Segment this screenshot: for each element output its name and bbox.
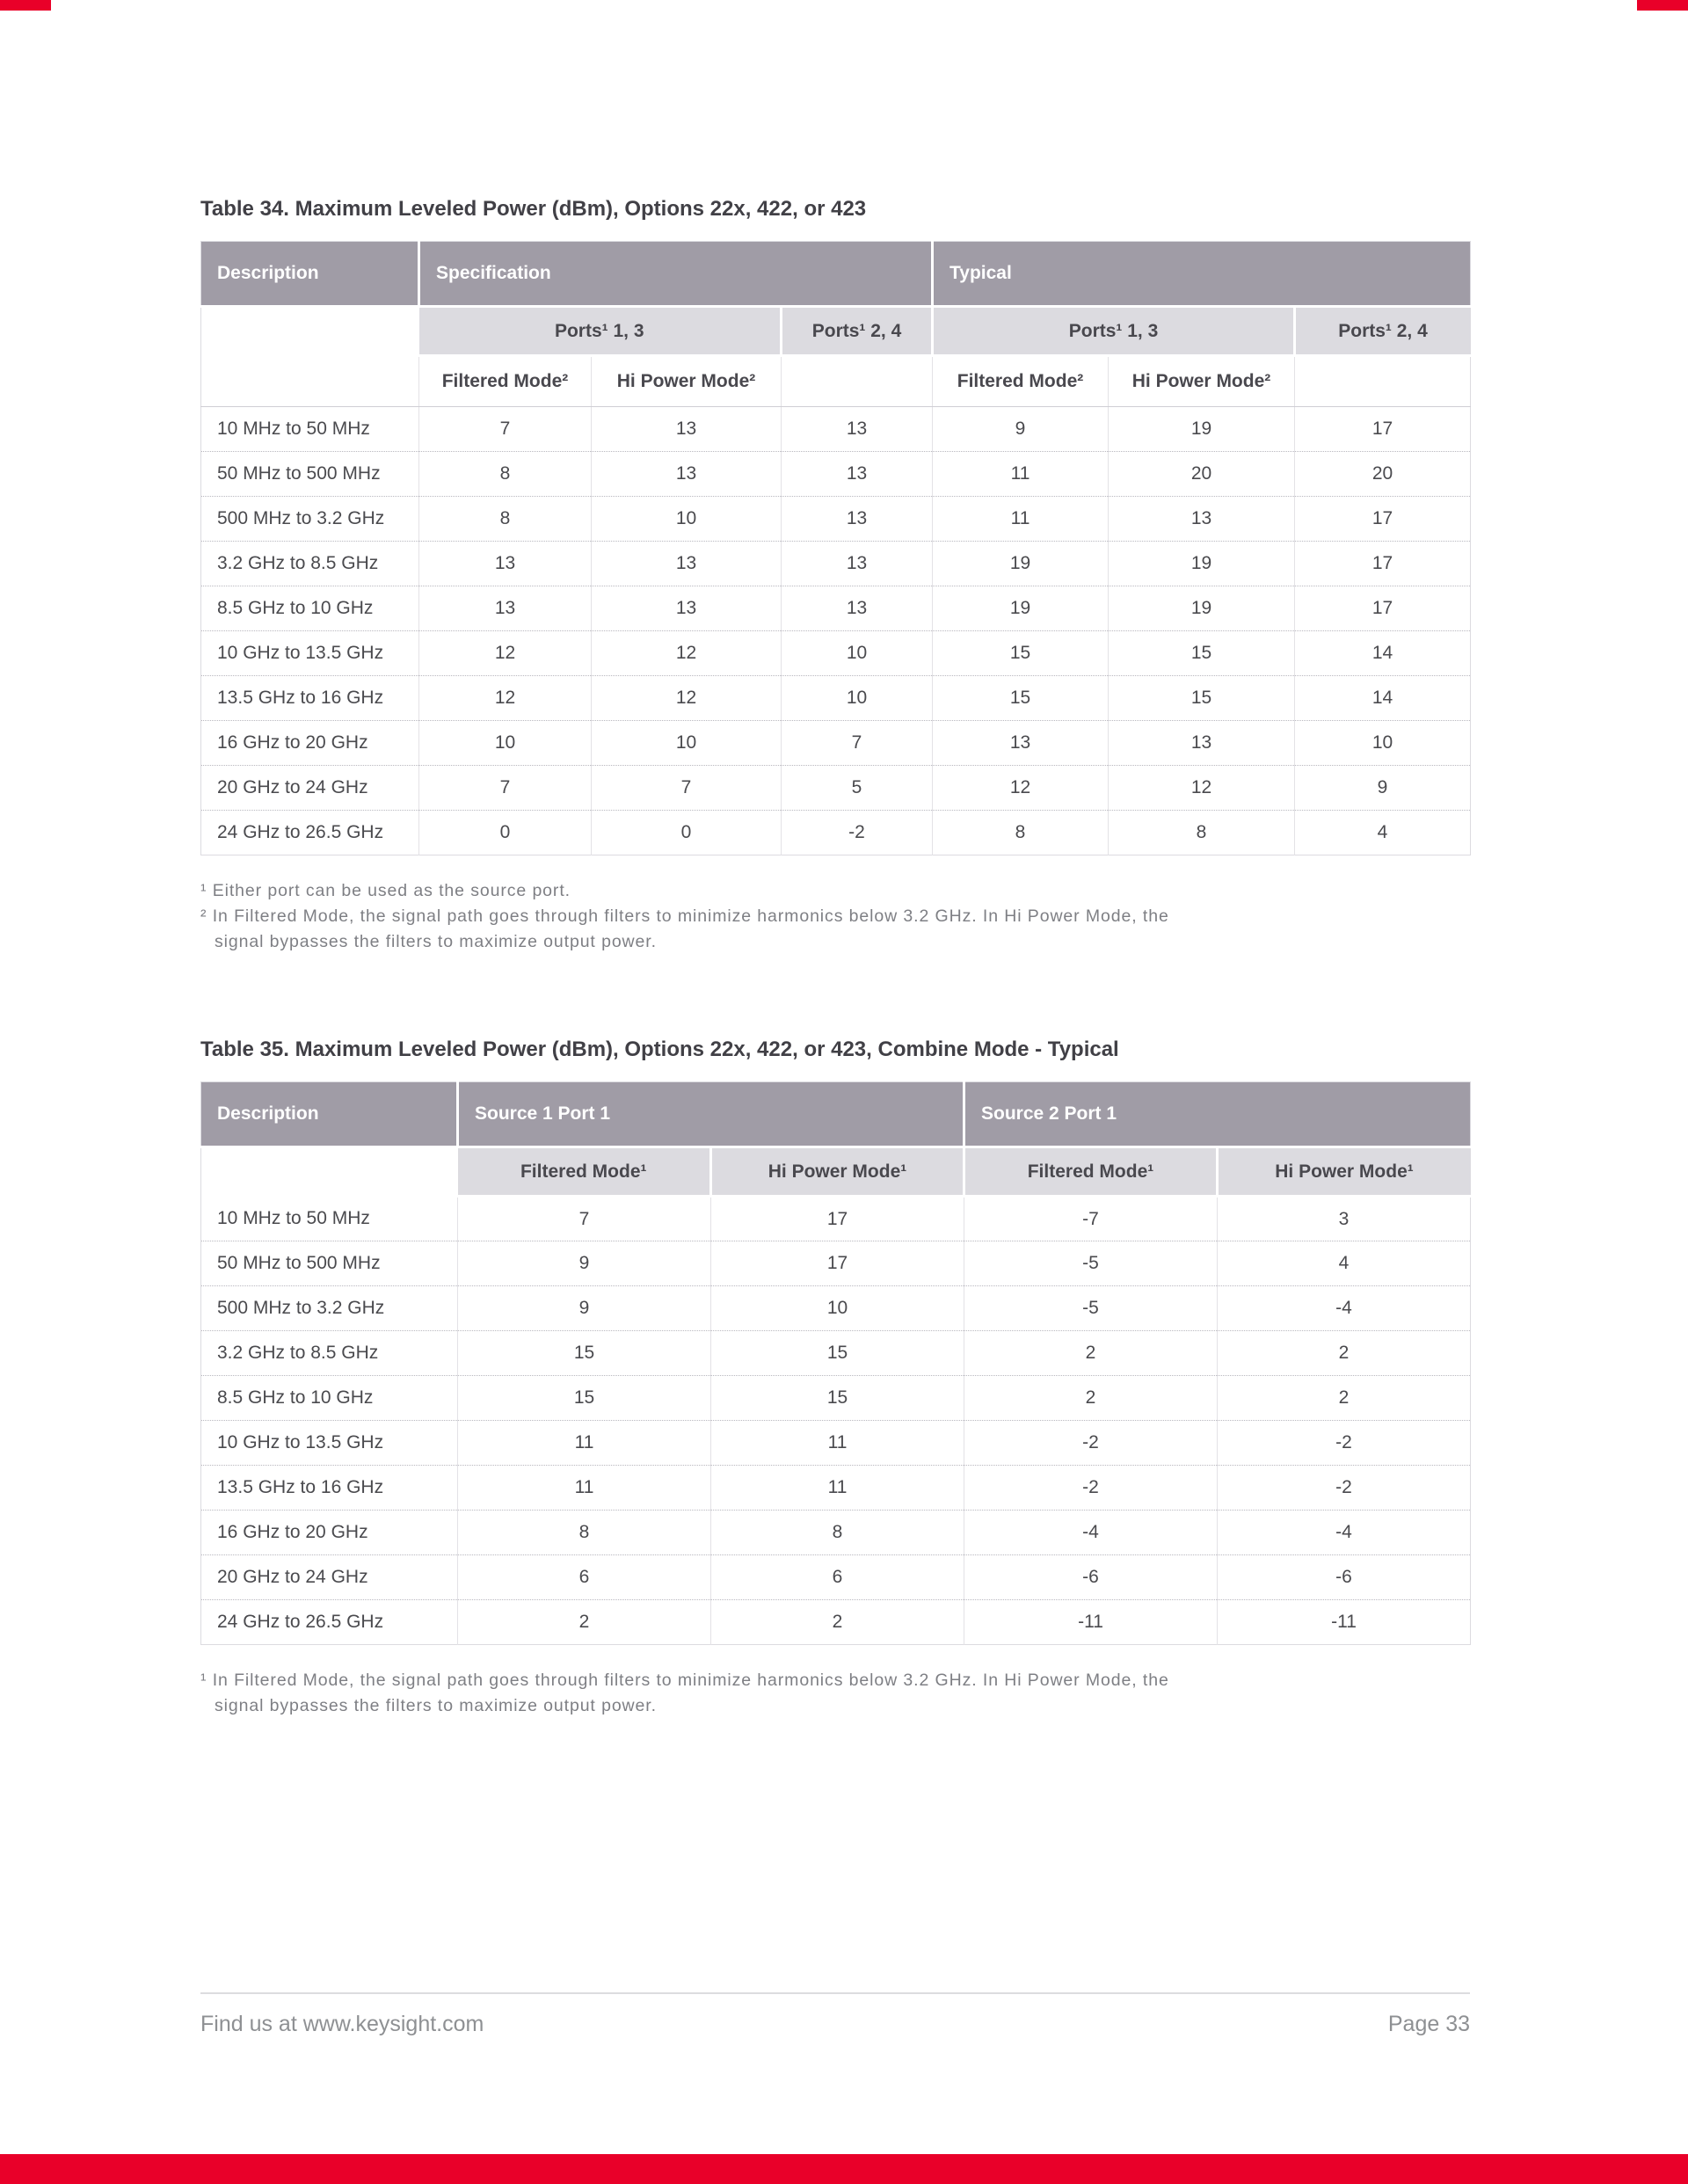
cell-value: 2 (1218, 1331, 1471, 1376)
cell-value: 13 (933, 721, 1109, 766)
table-row (201, 1421, 1471, 1466)
table34-header-typ-ports13: Ports¹ 1, 3 (933, 307, 1295, 356)
cell-value: 8 (933, 811, 1109, 855)
cell-value: 17 (1295, 497, 1471, 542)
table34-header-blank (782, 356, 933, 407)
cell-value: -2 (1218, 1466, 1471, 1511)
footer-find-us-link[interactable]: Find us at www.keysight.com (200, 2012, 484, 2036)
table35-body (201, 1197, 1471, 1645)
cell-value: 13 (592, 542, 782, 586)
cell-value: 11 (711, 1421, 964, 1466)
row-label: 10 GHz to 13.5 GHz (201, 1421, 458, 1466)
cell-value: -4 (1218, 1511, 1471, 1555)
cell-value: 20 (1109, 452, 1295, 497)
table-row (201, 586, 1471, 631)
cell-value: -6 (1218, 1555, 1471, 1600)
cell-value: 13 (419, 586, 592, 631)
footer-divider (200, 1992, 1470, 1994)
cell-value: 13 (782, 452, 933, 497)
cell-value: 20 (1295, 452, 1471, 497)
table35-footnote-1-line2: signal bypasses the filters to maximize output power. (215, 1696, 657, 1715)
cell-value: 11 (458, 1421, 711, 1466)
cell-value: 15 (933, 676, 1109, 721)
cell-value: 12 (1109, 766, 1295, 811)
cell-value: 10 (1295, 721, 1471, 766)
row-label: 50 MHz to 500 MHz (201, 452, 419, 497)
cell-value: 9 (933, 407, 1109, 452)
cell-value: -6 (964, 1555, 1218, 1600)
cell-value: 17 (711, 1197, 964, 1241)
table-row (201, 407, 1471, 452)
table34-body (201, 407, 1471, 855)
row-label: 10 MHz to 50 MHz (201, 1197, 458, 1241)
cell-value: 15 (711, 1376, 964, 1421)
cell-value: 10 (782, 676, 933, 721)
footer-page-number: Page 33 (1387, 2012, 1470, 2036)
page-edge-red-right (1637, 0, 1688, 11)
cell-value: 15 (1109, 631, 1295, 676)
cell-value: 6 (711, 1555, 964, 1600)
cell-value: 17 (1295, 542, 1471, 586)
table34-header-blank (1295, 356, 1471, 407)
table34 (200, 241, 1471, 855)
table34-footnote-2-line1: ² In Filtered Mode, the signal path goes through filters to minimize harmonics below 3.2 GHz. In Hi Power Mode, the (200, 906, 1169, 926)
cell-value: 13 (782, 407, 933, 452)
cell-value: 10 (592, 497, 782, 542)
table34-header-description: Description (201, 242, 419, 307)
table-row (201, 1197, 1471, 1241)
cell-value: 8 (711, 1511, 964, 1555)
cell-value: 2 (711, 1600, 964, 1645)
cell-value: -11 (964, 1600, 1218, 1645)
cell-value: 14 (1295, 631, 1471, 676)
table34-header-typical: Typical (933, 242, 1471, 307)
cell-value: 17 (1295, 586, 1471, 631)
cell-value: 13 (592, 407, 782, 452)
table35-header-source1: Source 1 Port 1 (458, 1082, 964, 1147)
table34-footnote-1: ¹ Either port can be used as the source port. (200, 881, 571, 900)
page-edge-red-bottom (0, 2154, 1688, 2184)
cell-value: 15 (933, 631, 1109, 676)
table34-header-typ-ports24: Ports¹ 2, 4 (1295, 307, 1471, 356)
cell-value: -2 (964, 1421, 1218, 1466)
row-label: 10 GHz to 13.5 GHz (201, 631, 419, 676)
cell-value: 13 (1109, 497, 1295, 542)
table35-header-row-groups (201, 1082, 1471, 1147)
cell-value: -11 (1218, 1600, 1471, 1645)
cell-value: 3 (1218, 1197, 1471, 1241)
table35-header-s1-hipower: Hi Power Mode¹ (711, 1147, 964, 1197)
cell-value: 13 (782, 542, 933, 586)
cell-value: 12 (419, 631, 592, 676)
cell-value: 12 (592, 676, 782, 721)
cell-value: 11 (933, 497, 1109, 542)
cell-value: -4 (1218, 1286, 1471, 1331)
cell-value: 7 (458, 1197, 711, 1241)
table-row (201, 721, 1471, 766)
cell-value: 8 (419, 452, 592, 497)
cell-value: 13 (592, 586, 782, 631)
cell-value: -5 (964, 1286, 1218, 1331)
table-row (201, 452, 1471, 497)
cell-value: -7 (964, 1197, 1218, 1241)
cell-value: 19 (1109, 542, 1295, 586)
table-row (201, 766, 1471, 811)
cell-value: 5 (782, 766, 933, 811)
cell-value: 6 (458, 1555, 711, 1600)
cell-value: 2 (964, 1376, 1218, 1421)
cell-value: 10 (711, 1286, 964, 1331)
table34-header-spec-ports13: Ports¹ 1, 3 (419, 307, 782, 356)
page-footer (200, 1992, 1470, 2037)
cell-value: 15 (711, 1331, 964, 1376)
table34-footnote-2-line2: signal bypasses the filters to maximize output power. (215, 932, 657, 951)
table35-header-description: Description (201, 1082, 458, 1147)
table35-header-row-modes (201, 1147, 1471, 1197)
table34-header-spec-ports24: Ports¹ 2, 4 (782, 307, 933, 356)
cell-value: 4 (1295, 811, 1471, 855)
cell-value: 15 (458, 1376, 711, 1421)
table-row (201, 1600, 1471, 1645)
cell-value: 11 (458, 1466, 711, 1511)
table-row (201, 1376, 1471, 1421)
cell-value: 8 (1109, 811, 1295, 855)
row-label: 16 GHz to 20 GHz (201, 1511, 458, 1555)
table35-header-s2-hipower: Hi Power Mode¹ (1218, 1147, 1471, 1197)
cell-value: 12 (419, 676, 592, 721)
table-row (201, 1331, 1471, 1376)
cell-value: 13 (782, 586, 933, 631)
row-label: 8.5 GHz to 10 GHz (201, 586, 419, 631)
cell-value: 13 (1109, 721, 1295, 766)
table35-title: Table 35. Maximum Leveled Power (dBm), Options 22x, 422, or 423, Combine Mode - Typical (200, 1037, 1119, 1061)
cell-value: 19 (933, 586, 1109, 631)
table34-footnotes (200, 878, 1470, 955)
cell-value: 2 (964, 1331, 1218, 1376)
row-label: 20 GHz to 24 GHz (201, 1555, 458, 1600)
table35-header-source2: Source 2 Port 1 (964, 1082, 1471, 1147)
row-label: 3.2 GHz to 8.5 GHz (201, 542, 419, 586)
cell-value: 12 (592, 631, 782, 676)
cell-value: -2 (782, 811, 933, 855)
row-label: 10 MHz to 50 MHz (201, 407, 419, 452)
table35-footnote-1-line1: ¹ In Filtered Mode, the signal path goes through filters to minimize harmonics below 3.2 GHz. In Hi Power Mode, the (200, 1671, 1169, 1690)
table35 (200, 1081, 1471, 1645)
row-label: 13.5 GHz to 16 GHz (201, 676, 419, 721)
cell-value: 13 (419, 542, 592, 586)
cell-value: 10 (419, 721, 592, 766)
cell-value: 4 (1218, 1241, 1471, 1286)
row-label: 500 MHz to 3.2 GHz (201, 1286, 458, 1331)
cell-value: 0 (419, 811, 592, 855)
cell-value: 7 (419, 407, 592, 452)
table35-header-blank (201, 1147, 458, 1197)
cell-value: 10 (592, 721, 782, 766)
cell-value: 15 (1109, 676, 1295, 721)
cell-value: 7 (782, 721, 933, 766)
table-row (201, 1466, 1471, 1511)
cell-value: 2 (1218, 1376, 1471, 1421)
table34-title: Table 34. Maximum Leveled Power (dBm), Options 22x, 422, or 423 (200, 197, 867, 221)
cell-value: -5 (964, 1241, 1218, 1286)
cell-value: 19 (933, 542, 1109, 586)
page-edge-red-left (0, 0, 51, 11)
cell-value: 0 (592, 811, 782, 855)
cell-value: 9 (458, 1241, 711, 1286)
table-row (201, 542, 1471, 586)
table34-header-row-modes (201, 356, 1471, 407)
cell-value: 8 (419, 497, 592, 542)
cell-value: 9 (458, 1286, 711, 1331)
table35-header-s2-filtered: Filtered Mode¹ (964, 1147, 1218, 1197)
table-row (201, 497, 1471, 542)
table34-header-row-groups (201, 242, 1471, 307)
table-row (201, 1555, 1471, 1600)
table-row (201, 676, 1471, 721)
cell-value: 10 (782, 631, 933, 676)
cell-value: 11 (711, 1466, 964, 1511)
table34-header-typ-hipower: Hi Power Mode² (1109, 356, 1295, 407)
cell-value: 2 (458, 1600, 711, 1645)
table-row (201, 631, 1471, 676)
cell-value: 13 (592, 452, 782, 497)
cell-value: -2 (964, 1466, 1218, 1511)
cell-value: 17 (711, 1241, 964, 1286)
cell-value: 17 (1295, 407, 1471, 452)
cell-value: 14 (1295, 676, 1471, 721)
cell-value: 13 (782, 497, 933, 542)
cell-value: 15 (458, 1331, 711, 1376)
table-row (201, 1286, 1471, 1331)
cell-value: -4 (964, 1511, 1218, 1555)
table34-header-specification: Specification (419, 242, 933, 307)
cell-value: 8 (458, 1511, 711, 1555)
cell-value: 12 (933, 766, 1109, 811)
row-label: 8.5 GHz to 10 GHz (201, 1376, 458, 1421)
table-row (201, 811, 1471, 855)
table34-header-row-ports (201, 307, 1471, 356)
row-label: 24 GHz to 26.5 GHz (201, 811, 419, 855)
cell-value: 19 (1109, 586, 1295, 631)
row-label: 50 MHz to 500 MHz (201, 1241, 458, 1286)
table34-header-spec-hipower: Hi Power Mode² (592, 356, 782, 407)
row-label: 16 GHz to 20 GHz (201, 721, 419, 766)
table-row (201, 1241, 1471, 1286)
row-label: 24 GHz to 26.5 GHz (201, 1600, 458, 1645)
table-row (201, 1511, 1471, 1555)
cell-value: 19 (1109, 407, 1295, 452)
row-label: 500 MHz to 3.2 GHz (201, 497, 419, 542)
row-label: 20 GHz to 24 GHz (201, 766, 419, 811)
cell-value: 7 (592, 766, 782, 811)
table35-footnotes (200, 1668, 1470, 1719)
row-label: 3.2 GHz to 8.5 GHz (201, 1331, 458, 1376)
table34-header-blank (201, 307, 419, 356)
cell-value: 7 (419, 766, 592, 811)
cell-value: 11 (933, 452, 1109, 497)
row-label: 13.5 GHz to 16 GHz (201, 1466, 458, 1511)
cell-value: 9 (1295, 766, 1471, 811)
table35-header-s1-filtered: Filtered Mode¹ (458, 1147, 711, 1197)
table34-header-blank (201, 356, 419, 407)
table34-header-spec-filtered: Filtered Mode² (419, 356, 592, 407)
content-area (200, 197, 1470, 1719)
cell-value: -2 (1218, 1421, 1471, 1466)
table34-header-typ-filtered: Filtered Mode² (933, 356, 1109, 407)
